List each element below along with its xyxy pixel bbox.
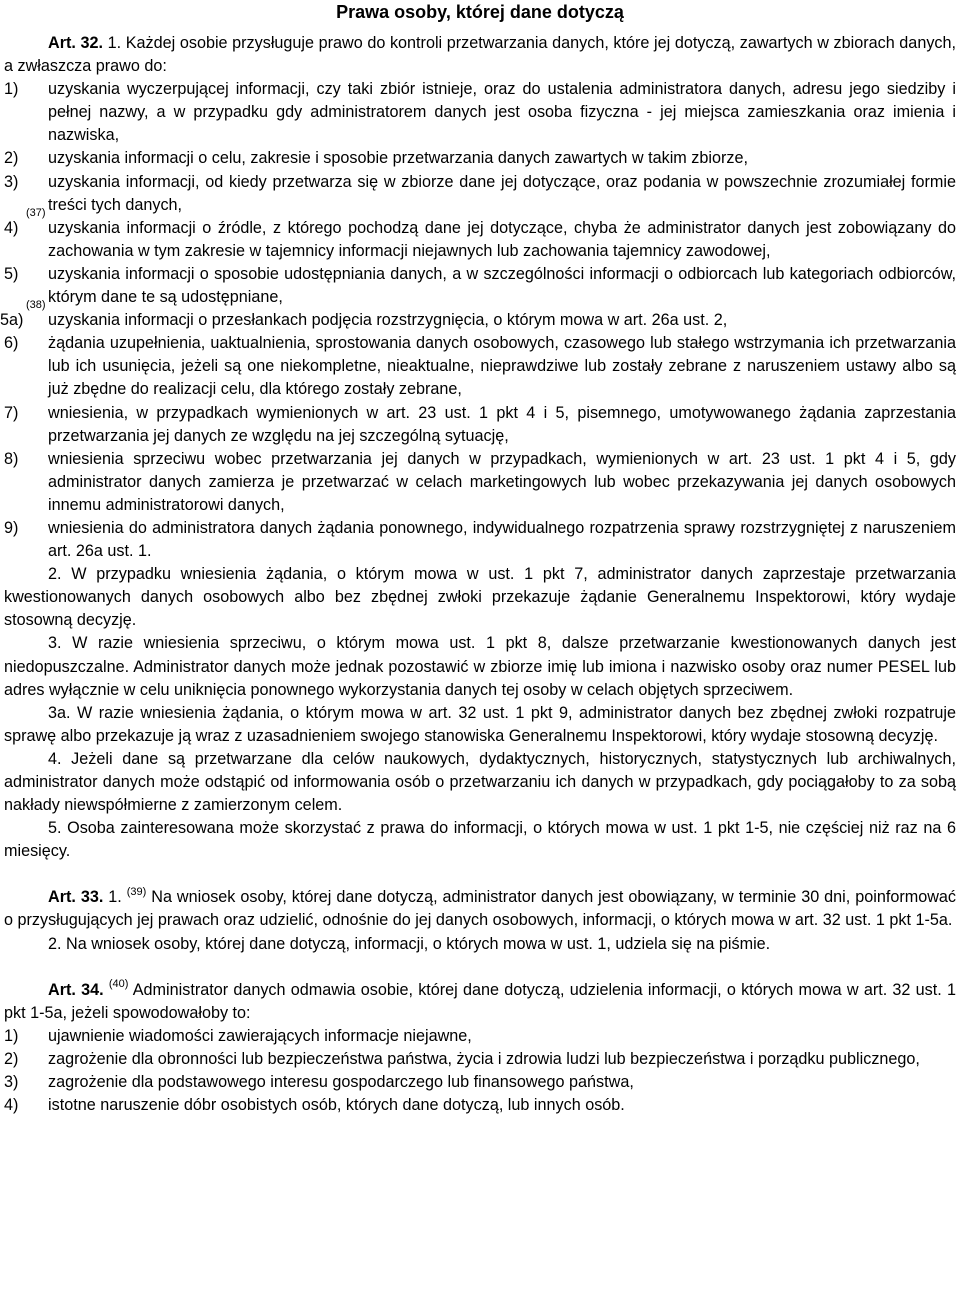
item-text: uzyskania informacji o przesłankach podjęcia rozstrzygnięcia, o którym mowa w art. 26a ust. 2,: [48, 311, 728, 330]
spacer: [4, 956, 956, 979]
list-item: [4, 1048, 956, 1071]
art32-paragraph: 5. Osoba zainteresowana może skorzystać z prawa do informacji, o których mowa w ust. 1 pkt 1-5, nie częściej niż raz na 6 miesięcy.: [4, 819, 956, 861]
list-item: [4, 1025, 956, 1048]
art33-text: Na wniosek osoby, której dane dotyczą, administrator danych jest obowiązany, w terminie 30 dni, poinformować o przysługujących jej prawach oraz udzielić, odnośnie do jej danych osobowych, informacji, o których mowa w art. 32 ust. 1 pkt 1-5a.: [4, 888, 956, 930]
item-number: 5): [4, 264, 19, 283]
art34-label: Art. 34.: [48, 980, 104, 999]
document-page: [0, 1, 960, 1289]
article-32: [0, 32, 957, 863]
article-34: [4, 979, 956, 1118]
art34-text: Administrator danych odmawia osobie, której dane dotyczą, udzielenia informacji, o których mowa w art. 32 ust. 1 pkt 1-5a, jeżeli spowodowałoby to:: [4, 980, 956, 1022]
list-item: [4, 263, 956, 309]
list-item: [4, 1071, 956, 1094]
item-number: 2): [4, 149, 19, 168]
art32-paragraph: 4. Jeżeli dane są przetwarzane dla celów naukowych, dydaktycznych, historycznych, statystycznych lub archiwalnych, administrator danych może odstąpić od informowania osób o przetwarzaniu ich danych w przypadkach, gdy pociągałoby to za sobą nakłady niewspółmierne z zamierzonym celem.: [4, 749, 956, 815]
art33-paragraph-1: [4, 886, 956, 932]
art33-label: Art. 33.: [48, 888, 104, 907]
item-number: 9): [4, 518, 19, 537]
item-text: wniesienia sprzeciwu wobec przetwarzania jej danych w przypadkach, wymienionych w art. 23 ust. 1 pkt 4 i 5, gdy administrator danych zamierza je przetwarzać w celach marketingowych lub wobec przekazywania jej danych osobowych innemu administratorowi danych,: [48, 449, 956, 514]
item-text: uzyskania informacji o źródle, z którego pochodzą dane jej dotyczące, chyba że administrator danych jest zobowiązany do zachowania w tym zakresie w tajemnicy informacji niejawnych lub zachowania tajemnicy zawodowej,: [48, 218, 956, 260]
item-text: uzyskania informacji, od kiedy przetwarza się w zbiorze dane jej dotyczące, oraz podania w powszechnie zrozumiałej formie treści tych danych,: [48, 172, 956, 214]
item-number: 7): [4, 403, 19, 422]
article-33: [4, 886, 956, 955]
art32-intro-text: 1. Każdej osobie przysługuje prawo do kontroli przetwarzania danych, które jej dotyczą, zawartych w zbiorach danych, a zwłaszcza prawo do:: [4, 34, 957, 76]
art32-paragraph: 2. W przypadku wniesienia żądania, o którym mowa w ust. 1 pkt 7, administrator danych zaprzestaje przetwarzania kwestionowanych danych osobowych albo bez zbędnej zwłoki przekazuje żądanie Generalnemu Inspektorowi, który wydaje stosowną decyzję.: [4, 565, 956, 630]
list-item: [4, 448, 956, 517]
art32-list: [0, 78, 956, 563]
list-item: 5a) (38) uzyskania informacji o przesłankach podjęcia rozstrzygnięcia, o którym mowa w art. 26a ust. 2,: [4, 309, 956, 332]
spacer: [4, 863, 956, 886]
footnote-ref: (39): [126, 885, 147, 898]
page-title: Prawa osoby, której dane dotyczą: [336, 2, 624, 22]
footnote-ref: (40): [108, 978, 129, 991]
art34-intro: [4, 979, 956, 1025]
item-number: 3): [4, 172, 19, 191]
art33-num: 1.: [108, 888, 122, 907]
list-item: [4, 78, 956, 147]
list-item: [4, 1094, 956, 1117]
item-text: uzyskania informacji o celu, zakresie i sposobie przetwarzania danych zawartych w takim zbiorze,: [48, 149, 748, 168]
item-text: uzyskania wyczerpującej informacji, czy taki zbiór istnieje, oraz do ustalenia administratora danych, adresu jego siedziby i pełnej nazwy, a w przypadku gdy administratorem danych jest osoba fizyczna - jej miejsca zamieszkania oraz imienia i nazwiska,: [48, 80, 956, 145]
item-number: 1): [4, 80, 19, 99]
art32-label: Art. 32.: [48, 34, 103, 52]
item-number: 2): [4, 1049, 19, 1068]
list-item: [4, 332, 956, 401]
item-number: 1): [4, 1026, 19, 1045]
item-number: 8): [4, 449, 19, 468]
art34-list: [4, 1025, 956, 1117]
item-text: istotne naruszenie dóbr osobistych osób, których dane dotyczą, lub innych osób.: [48, 1096, 625, 1115]
art32-paragraph: 3a. W razie wniesienia żądania, o którym mowa w art. 32 ust. 1 pkt 9, administrator danych bez zbędnej zwłoki rozpatruje sprawę albo przekazuje ją wraz z uzasadnieniem swojego stanowiska Generalnemu Inspektorowi, który wydaje stosowną decyzję.: [4, 703, 956, 745]
list-item: [4, 517, 956, 563]
item-number: 5a): [0, 311, 24, 330]
list-item: 4) (37) uzyskania informacji o źródle, z którego pochodzą dane jej dotyczące, chyba że administrator danych jest zobowiązany do zachowania w tym zakresie w tajemnicy informacji niejawnych lub zachowania tajemnicy zawodowej,: [4, 206, 956, 260]
item-text: zagrożenie dla obronności lub bezpieczeństwa państwa, życia i zdrowia ludzi lub bezpieczeństwa i porządku publicznego,: [48, 1049, 920, 1068]
list-item: [4, 402, 956, 448]
art32-intro: [4, 32, 956, 78]
item-text: wniesienia, w przypadkach wymienionych w art. 23 ust. 1 pkt 4 i 5, pisemnego, umotywowanego żądania zaprzestania przetwarzania jej danych ze względu na jej szczególną sytuację,: [48, 403, 956, 445]
list-item: [4, 147, 956, 170]
list-item: [4, 171, 956, 217]
art33-paragraph-2: 2. Na wniosek osoby, której dane dotyczą, informacji, o których mowa w ust. 1, udziela się na piśmie.: [48, 934, 771, 953]
item-text: uzyskania informacji o sposobie udostępniania danych, a w szczególności informacji o odbiorcach lub kategoriach odbiorców, którym dane te są udostępniane,: [48, 264, 956, 307]
art32-paragraph: 3. W razie wniesienia sprzeciwu, o którym mowa ust. 1 pkt 8, dalsze przetwarzanie kwestionowanych danych jest niedopuszczalne. Administrator danych może jednak pozostawić w zbiorze imię lub imiona i nazwisko osoby oraz numer PESEL lub adres wyłącznie w celu uniknięcia ponownego wykorzystania danych tej osoby w celach objętych sprzeciwem.: [4, 634, 956, 699]
item-number: 6): [4, 334, 19, 353]
item-text: wniesienia do administratora danych żądania ponownego, indywidualnego rozpatrzenia sprawy rozstrzygniętej z naruszeniem art. 26a ust. 1.: [48, 518, 956, 561]
item-text: żądania uzupełnienia, uaktualnienia, sprostowania danych osobowych, czasowego lub stałego wstrzymania ich przetwarzania lub ich usunięcia, jeżeli są one niekompletne, nieaktualne, nieprawdziwe lub zostały zebrane z naruszeniem ustawy albo są już zbędne do realizacji celu, dla którego zostały zebrane,: [48, 334, 956, 399]
item-text: zagrożenie dla podstawowego interesu gospodarczego lub finansowego państwa,: [48, 1073, 634, 1092]
item-number: 4): [4, 218, 19, 237]
item-number: 4): [4, 1096, 19, 1115]
item-text: ujawnienie wiadomości zawierających informacje niejawne,: [48, 1026, 472, 1045]
item-number: 3): [4, 1073, 19, 1092]
